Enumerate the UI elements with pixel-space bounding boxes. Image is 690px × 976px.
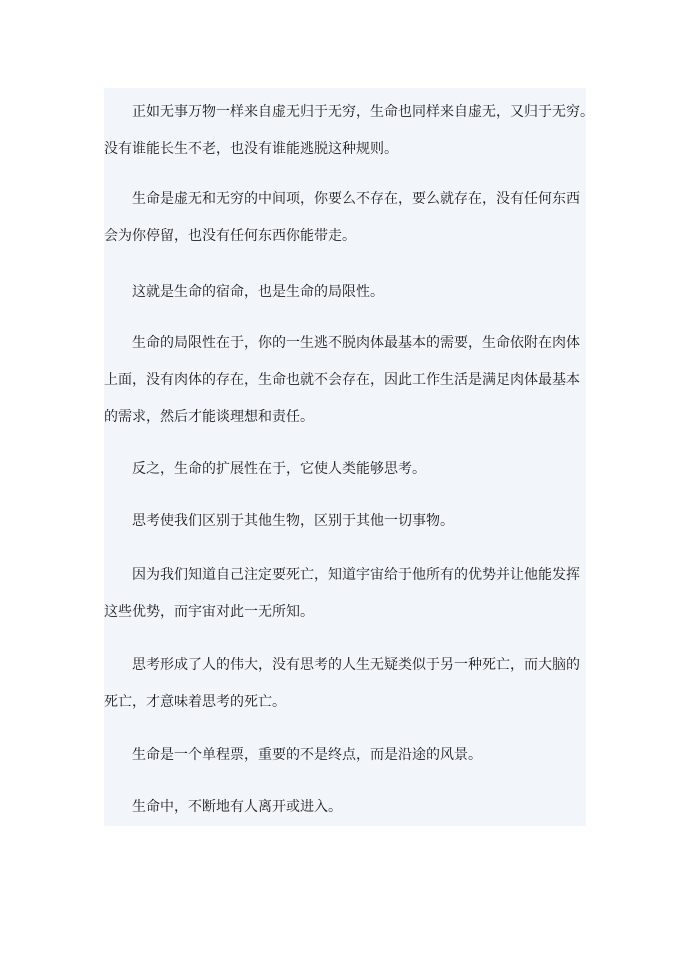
- paragraph-line: 正如无事万物一样来自虚无归于无穷，生命也同样来自虚无，又归于无穷。: [132, 104, 594, 120]
- text-block: [104, 88, 594, 826]
- paragraph-line: 生命是一个单程票，重要的不是终点，而是沿途的风景。: [132, 747, 482, 763]
- paragraph-1: [104, 94, 594, 168]
- paragraph-line: 这就是生命的宿命，也是生命的局限性。: [132, 284, 384, 300]
- paragraph-2: [104, 181, 586, 255]
- paragraph-8: [104, 647, 586, 721]
- paragraph-3: [104, 274, 586, 311]
- paragraph-line: 生命是虚无和无穷的中间项，你要么不存在，要么就存在，没有任何东西: [132, 191, 580, 207]
- paragraph-7: [104, 557, 586, 631]
- paragraph-line: 这些优势，而宇宙对此一无所知。: [104, 604, 314, 620]
- paragraph-line: 思考形成了人的伟大，没有思考的人生无疑类似于另一种死亡，而大脑的: [132, 657, 580, 673]
- paragraph-10: [104, 789, 586, 826]
- paragraph-line: 生命的局限性在于，你的一生逃不脱肉体最基本的需要，生命依附在肉体: [132, 335, 580, 351]
- paragraph-4: [104, 325, 586, 436]
- paragraph-6: [104, 503, 586, 540]
- paragraph-line: 因为我们知道自己注定要死亡，知道宇宙给于他所有的优势并让他能发挥: [132, 567, 580, 583]
- paragraph-9: [104, 737, 586, 774]
- paragraph-line: 上面，没有肉体的存在，生命也就不会存在，因此工作生活是满足肉体最基本: [104, 372, 580, 388]
- paragraph-line: 没有谁能长生不老，也没有谁能逃脱这种规则。: [104, 141, 398, 157]
- paragraph-line: 的需求，然后才能谈理想和责任。: [104, 409, 314, 425]
- paragraph-line: 生命中，不断地有人离开或进入。: [132, 799, 342, 815]
- paragraph-line: 会为你停留，也没有任何东西你能带走。: [104, 228, 356, 244]
- paragraph-5: [104, 451, 586, 488]
- paragraph-line: 死亡，才意味着思考的死亡。: [104, 694, 286, 710]
- paragraph-line: 反之，生命的扩展性在于，它使人类能够思考。: [132, 461, 426, 477]
- paragraph-line: 思考使我们区别于其他生物，区别于其他一切事物。: [132, 513, 454, 529]
